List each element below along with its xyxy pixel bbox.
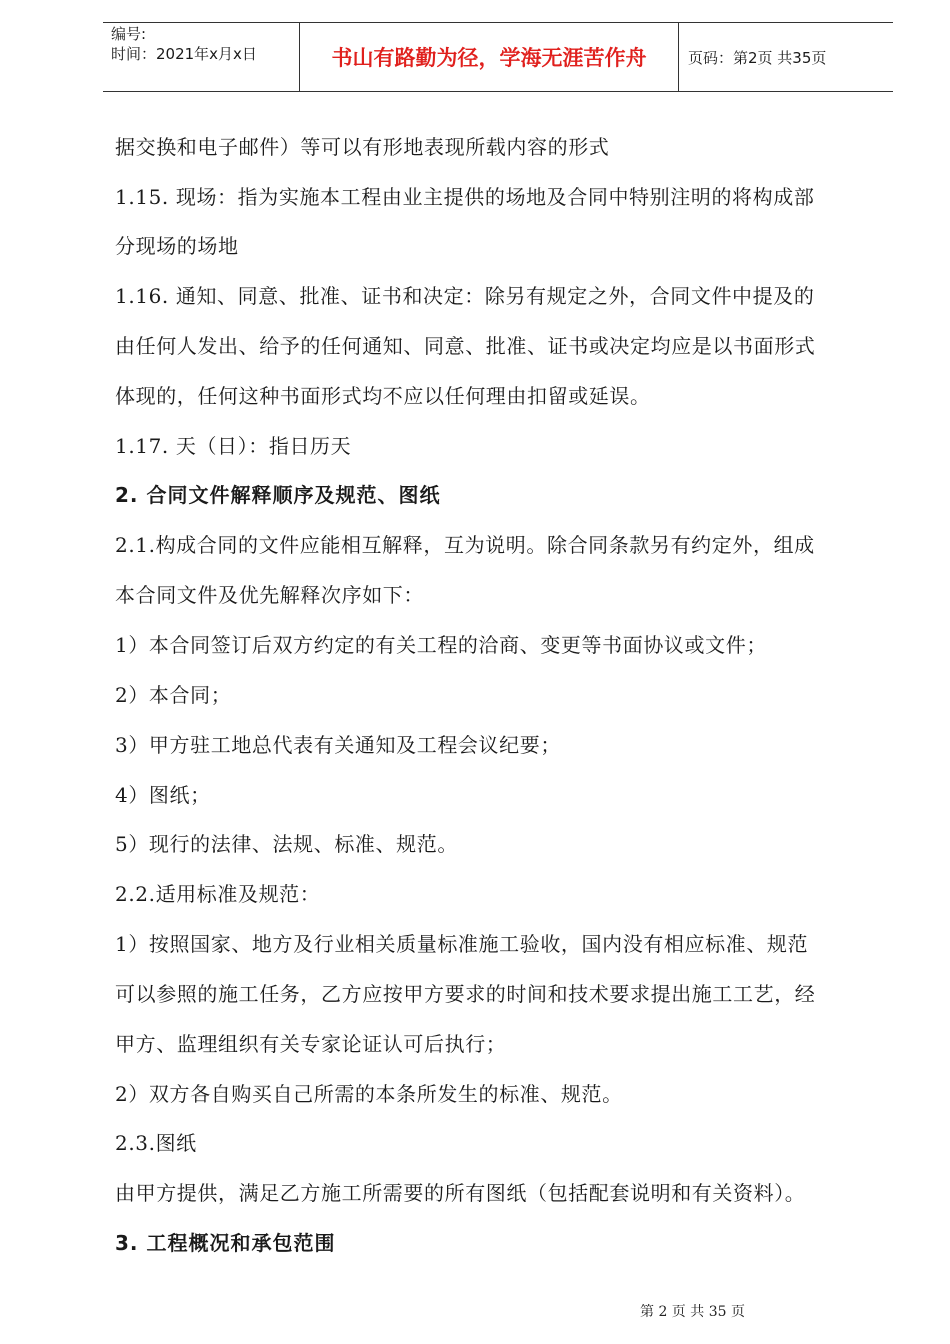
paragraph-line: 可以参照的施工任务，乙方应按甲方要求的时间和技术要求提出施工工艺，经 bbox=[115, 982, 816, 1006]
header-page-label: 页码：第2页 共35页 bbox=[688, 48, 827, 67]
list-item: 2）双方各自购买自己所需的本条所发生的标准、规范。 bbox=[115, 1082, 623, 1106]
list-item: 5）现行的法律、法规、标准、规范。 bbox=[115, 832, 458, 856]
paragraph-line: 1.16. 通知、同意、批准、证书和决定：除另有规定之外，合同文件中提及的 bbox=[115, 284, 815, 308]
list-item: 2）本合同； bbox=[115, 683, 232, 707]
paragraph-line: 据交换和电子邮件）等可以有形地表现所载内容的形式 bbox=[115, 135, 610, 159]
time-label: 时间：2021年x月x日 bbox=[111, 45, 257, 63]
list-item: 4）图纸； bbox=[115, 783, 211, 807]
page-footer: 第 2 页 共 35 页 bbox=[640, 1304, 745, 1320]
paragraph-line: 体现的，任何这种书面形式均不应以任何理由扣留或延误。 bbox=[115, 384, 651, 408]
list-item: 1）本合同签订后双方约定的有关工程的洽商、变更等书面协议或文件； bbox=[115, 633, 767, 657]
page-header bbox=[103, 22, 893, 92]
list-item: 1）按照国家、地方及行业相关质量标准施工验收，国内没有相应标准、规范 bbox=[115, 932, 809, 956]
paragraph-line: 1.15. 现场：指为实施本工程由业主提供的场地及合同中特别注明的将构成部 bbox=[115, 185, 815, 209]
paragraph-line: 2.2.适用标准及规范： bbox=[115, 882, 321, 906]
list-item: 3）甲方驻工地总代表有关通知及工程会议纪要； bbox=[115, 733, 561, 757]
paragraph-line: 1.17. 天（日）：指日历天 bbox=[115, 434, 352, 458]
section-heading: 2. 合同文件解释顺序及规范、图纸 bbox=[115, 483, 441, 507]
paragraph-line: 本合同文件及优先解释次序如下： bbox=[115, 583, 424, 607]
paragraph-line: 由任何人发出、给予的任何通知、同意、批准、证书或决定均应是以书面形式 bbox=[115, 334, 816, 358]
paragraph-line: 分现场的场地 bbox=[115, 234, 239, 258]
paragraph-line: 由甲方提供，满足乙方施工所需要的所有图纸（包括配套说明和有关资料）。 bbox=[115, 1181, 806, 1205]
header-motto: 书山有路勤为径，学海无涯苦作舟 bbox=[300, 23, 679, 91]
number-label: 编号: bbox=[111, 25, 147, 43]
paragraph-line: 2.3.图纸 bbox=[115, 1131, 197, 1155]
section-heading: 3. 工程概况和承包范围 bbox=[115, 1231, 336, 1255]
paragraph-line: 甲方、监理组织有关专家论证认可后执行； bbox=[115, 1032, 507, 1056]
header-meta-cell bbox=[103, 23, 300, 91]
paragraph-line: 2.1.构成合同的文件应能相互解释，互为说明。除合同条款另有约定外，组成 bbox=[115, 533, 815, 557]
